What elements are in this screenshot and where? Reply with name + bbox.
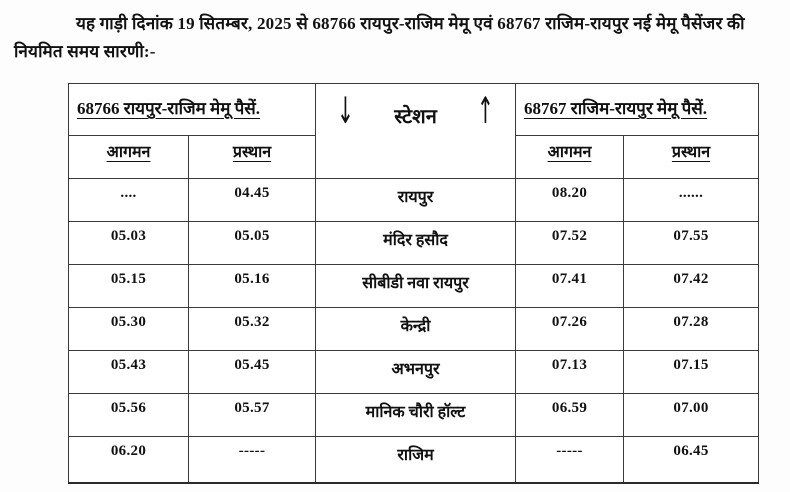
station-cell: रायपुर xyxy=(316,179,516,222)
right-arrival-cell: ----- xyxy=(516,437,624,483)
left-arrival-cell: 05.56 xyxy=(69,394,189,437)
table-row xyxy=(69,222,759,265)
right-departure-label: प्रस्थान xyxy=(671,144,711,161)
right-arrival-cell: 07.26 xyxy=(516,308,624,351)
right-arrival-cell: 07.41 xyxy=(516,265,624,308)
left-arrival-cell: 05.43 xyxy=(69,351,189,394)
right-departure-cell: 07.28 xyxy=(624,308,759,351)
timetable-body xyxy=(69,179,759,483)
right-departure-cell: ...... xyxy=(624,179,759,222)
station-cell: केन्द्री xyxy=(316,308,516,351)
left-departure-header xyxy=(189,136,316,179)
right-arrival-cell: 06.59 xyxy=(516,394,624,437)
table-row xyxy=(69,308,759,351)
right-departure-cell: 07.55 xyxy=(624,222,759,265)
table-row xyxy=(69,351,759,394)
right-train-title: 68767 राजिम-रायपुर मेमू पैसें. xyxy=(524,99,708,118)
down-arrow-icon: ↓ xyxy=(336,90,354,133)
station-cell: राजिम xyxy=(316,437,516,483)
station-cell: मानिक चौरी हॉल्ट xyxy=(316,394,516,437)
table-row xyxy=(69,179,759,222)
right-departure-cell: 06.45 xyxy=(624,437,759,483)
right-departure-header xyxy=(624,136,759,179)
station-cell: सीबीडी नवा रायपुर xyxy=(316,265,516,308)
left-departure-label: प्रस्थान xyxy=(232,144,272,161)
station-cell: अभनपुर xyxy=(316,351,516,394)
left-arrival-label: आगमन xyxy=(106,144,151,161)
table-row xyxy=(69,394,759,437)
intro-paragraph: यह गाड़ी दिनांक 19 सितम्बर, 2025 से 68766 रायपुर-राजिम मेमू एवं 68767 राजिम-रायपुर नई मेमू पैसेंजर की नियमित समय सारणी:- xyxy=(14,14,745,62)
right-arrival-header xyxy=(516,136,624,179)
left-arrival-cell: 06.20 xyxy=(69,437,189,483)
left-arrival-cell: 05.03 xyxy=(69,222,189,265)
left-arrival-header xyxy=(69,136,189,179)
right-departure-cell: 07.00 xyxy=(624,394,759,437)
right-arrival-cell: 07.13 xyxy=(516,351,624,394)
left-departure-cell: 05.57 xyxy=(189,394,316,437)
timetable xyxy=(68,83,759,484)
left-train-title: 68766 रायपुर-राजिम मेमू पैसें. xyxy=(77,99,261,118)
up-arrow-icon: ↑ xyxy=(477,90,495,133)
left-train-header xyxy=(69,84,316,136)
right-departure-cell: 07.42 xyxy=(624,265,759,308)
right-arrival-cell: 07.52 xyxy=(516,222,624,265)
left-arrival-cell: 05.30 xyxy=(69,308,189,351)
right-arrival-label: आगमन xyxy=(547,144,592,161)
station-column-header xyxy=(316,84,516,179)
table-row xyxy=(69,437,759,483)
table-row xyxy=(69,265,759,308)
left-departure-cell: 05.16 xyxy=(189,265,316,308)
left-departure-cell: 05.05 xyxy=(189,222,316,265)
right-arrival-cell: 08.20 xyxy=(516,179,624,222)
left-departure-cell: ----- xyxy=(189,437,316,483)
station-column-label: स्टेशन xyxy=(394,106,437,128)
left-arrival-cell: .... xyxy=(69,179,189,222)
station-cell: मंदिर हसौद xyxy=(316,222,516,265)
right-train-header xyxy=(516,84,759,136)
left-arrival-cell: 05.15 xyxy=(69,265,189,308)
left-departure-cell: 04.45 xyxy=(189,179,316,222)
right-departure-cell: 07.15 xyxy=(624,351,759,394)
left-departure-cell: 05.32 xyxy=(189,308,316,351)
left-departure-cell: 05.45 xyxy=(189,351,316,394)
